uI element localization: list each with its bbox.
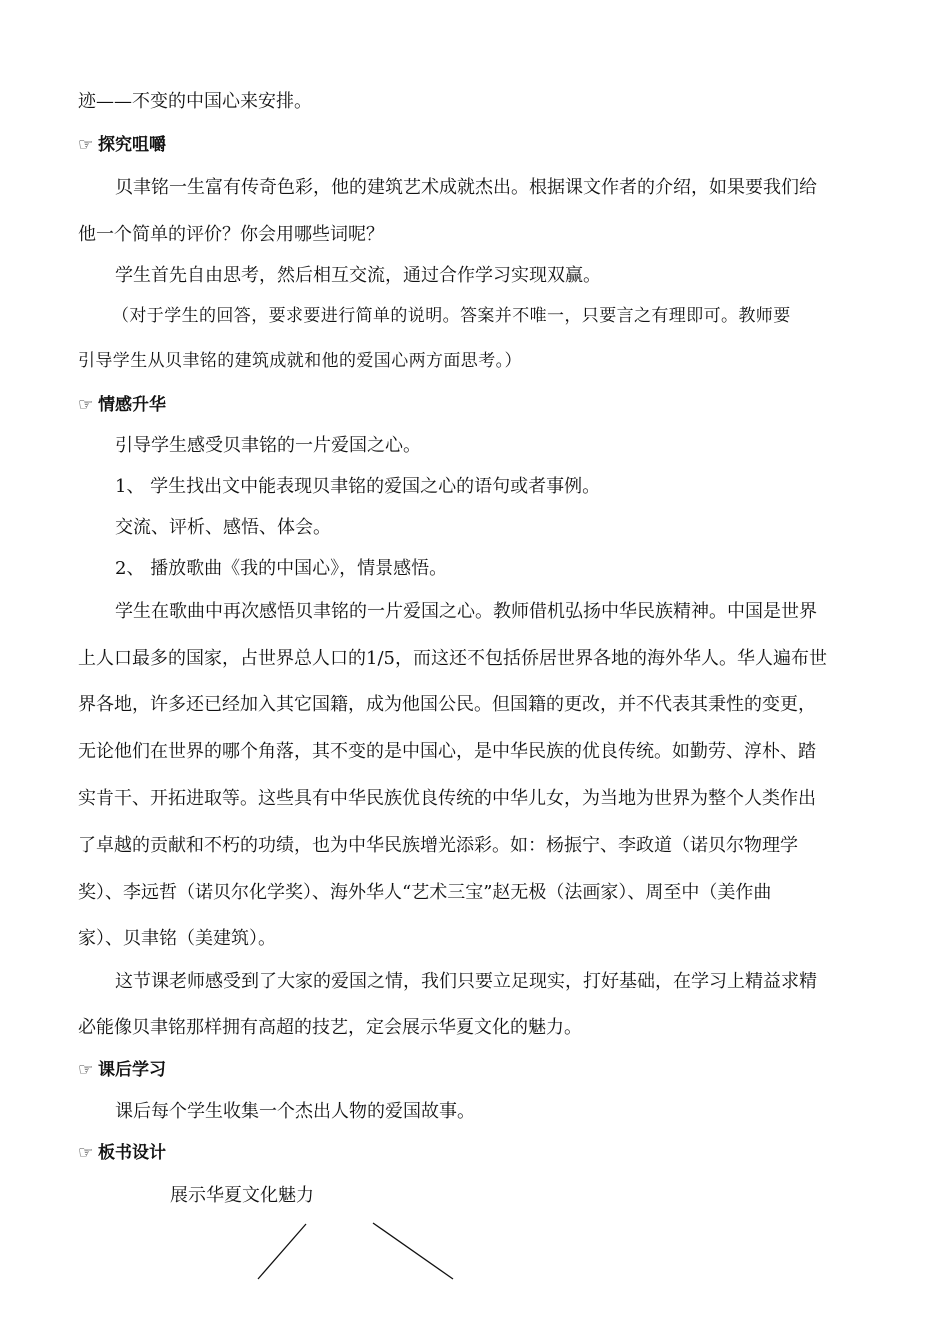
section-heading-label: 情感升华 [98, 395, 166, 415]
pointing-hand-icon: ☞ [78, 1143, 94, 1163]
paragraph-text: 必能像贝聿铭那样拥有高超的技艺，定会展示华夏文化的魅力。 [78, 1017, 582, 1038]
paragraph-text: 贝聿铭一生富有传奇色彩，他的建筑艺术成就杰出。根据课文作者的介绍，如果要我们给 [115, 177, 817, 198]
paragraph-text: 家）、贝聿铭（美建筑）。 [78, 928, 276, 949]
board-design-title: 展示华夏文化魅力 [170, 1185, 314, 1206]
pointing-hand-icon: ☞ [78, 1060, 94, 1080]
paragraph-note: （对于学生的回答，要求要进行简单的说明。答案并不唯一，只要言之有理即可。教师要 [112, 306, 791, 326]
paragraph-text: 课后每个学生收集一个杰出人物的爱国故事。 [115, 1101, 475, 1122]
section-heading-label: 板书设计 [98, 1143, 166, 1163]
paragraph-text: 这节课老师感受到了大家的爱国之情，我们只要立足现实，打好基础，在学习上精益求精 [115, 971, 817, 992]
paragraph-note: 引导学生从贝聿铭的建筑成就和他的爱国心两方面思考。） [78, 351, 522, 371]
list-item: 2、 播放歌曲《我的中国心》，情景感悟。 [115, 558, 448, 579]
section-heading-label: 课后学习 [98, 1060, 166, 1080]
paragraph-text: 无论他们在世界的哪个角落，其不变的是中国心，是中华民族的优良传统。如勤劳、淳朴、踏 [78, 741, 816, 762]
paragraph-text: 界各地，许多还已经加入其它国籍，成为他国公民。但国籍的更改，并不代表其秉性的变更， [78, 694, 816, 715]
board-left-branch-line [258, 1224, 306, 1279]
list-item: 1、 学生找出文中能表现贝聿铭的爱国之心的语句或者事例。 [115, 476, 601, 497]
paragraph-text: 学生首先自由思考，然后相互交流，通过合作学习实现双赢。 [115, 265, 601, 286]
paragraph-text: 他一个简单的评价？你会用哪些词呢？ [78, 224, 384, 245]
board-right-branch-line [373, 1223, 453, 1279]
paragraph-text: 迹——不变的中国心来安排。 [78, 91, 312, 112]
paragraph-text: 实肯干、开拓进取等。这些具有中华民族优良传统的中华儿女，为当地为世界为整个人类作出 [78, 788, 816, 809]
section-heading-label: 探究咀嚼 [98, 135, 166, 155]
paragraph-text: 了卓越的贡献和不朽的功绩，也为中华民族增光添彩。如：杨振宁、李政道（诺贝尔物理学 [78, 835, 798, 856]
paragraph-text: 上人口最多的国家，占世界总人口的1/5，而这还不包括侨居世界各地的海外华人。华人遍布世 [78, 648, 827, 669]
paragraph-text: 学生在歌曲中再次感悟贝聿铭的一片爱国之心。教师借机弘扬中华民族精神。中国是世界 [115, 601, 817, 622]
pointing-hand-icon: ☞ [78, 395, 94, 415]
paragraph-text: 奖）、李远哲（诺贝尔化学奖）、海外华人“艺术三宝”赵无极（法画家）、周至中（美作曲 [78, 882, 772, 903]
paragraph-text: 引导学生感受贝聿铭的一片爱国之心。 [115, 435, 421, 456]
pointing-hand-icon: ☞ [78, 135, 94, 155]
paragraph-text: 交流、评析、感悟、体会。 [115, 517, 331, 538]
